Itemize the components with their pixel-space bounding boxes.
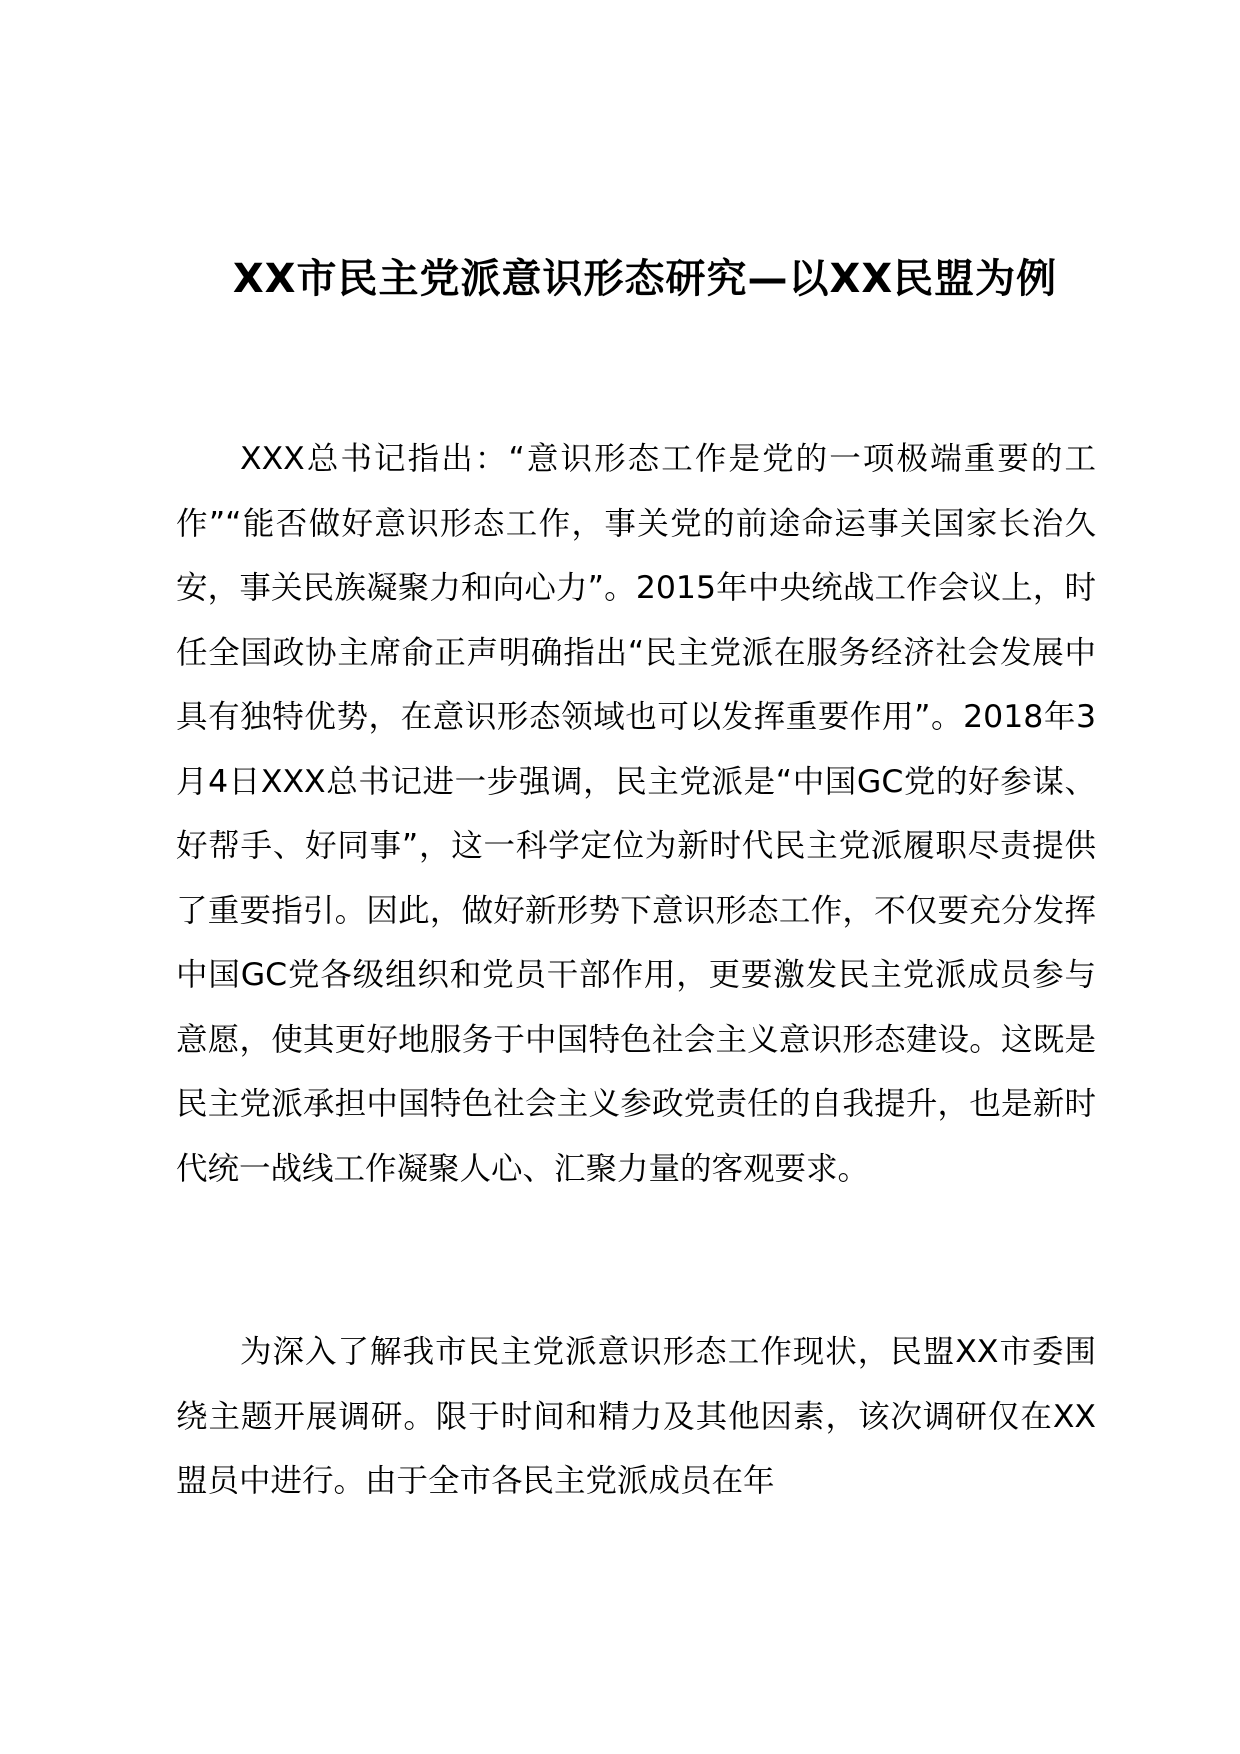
document-title: XX市民主党派意识形态研究—以XX民盟为例 bbox=[232, 256, 1058, 302]
body-paragraph-1: XXX总书记指出：“意识形态工作是党的一项极端重要的工作”“能否做好意识形态工作，事关党的前途命运事关国家长治久安，事关民族凝聚力和向心力”。2015年中央统战工作会议上，时任全国政协主席俞正声明确指出“民主党派在服务经济社会发展中具有独特优势，在意识形态领域也可以发挥重要作用”。2018年3月4日XXX总书记进一步强调，民主党派是“中国GC党的好参谋、好帮手、好同事”，这一科学定位为新时代民主党派履职尽责提供了重要指引。因此，做好新形势下意识形态工作，不仅要充分发挥中国GC党各级组织和党员干部作用，更要激发民主党派成员参与意愿，使其更好地服务于中国特色社会主义意识形态建设。这既是民主党派承担中国特色社会主义参政党责任的自我提升，也是新时代统一战线工作凝聚人心、汇聚力量的客观要求。 bbox=[176, 441, 1096, 1187]
body-paragraph-2: 为深入了解我市民主党派意识形态工作现状，民盟XX市委围绕主题开展调研。限于时间和精力及其他因素，该次调研仅在XX盟员中进行。由于全市各民主党派成员在年 bbox=[176, 1334, 1096, 1499]
